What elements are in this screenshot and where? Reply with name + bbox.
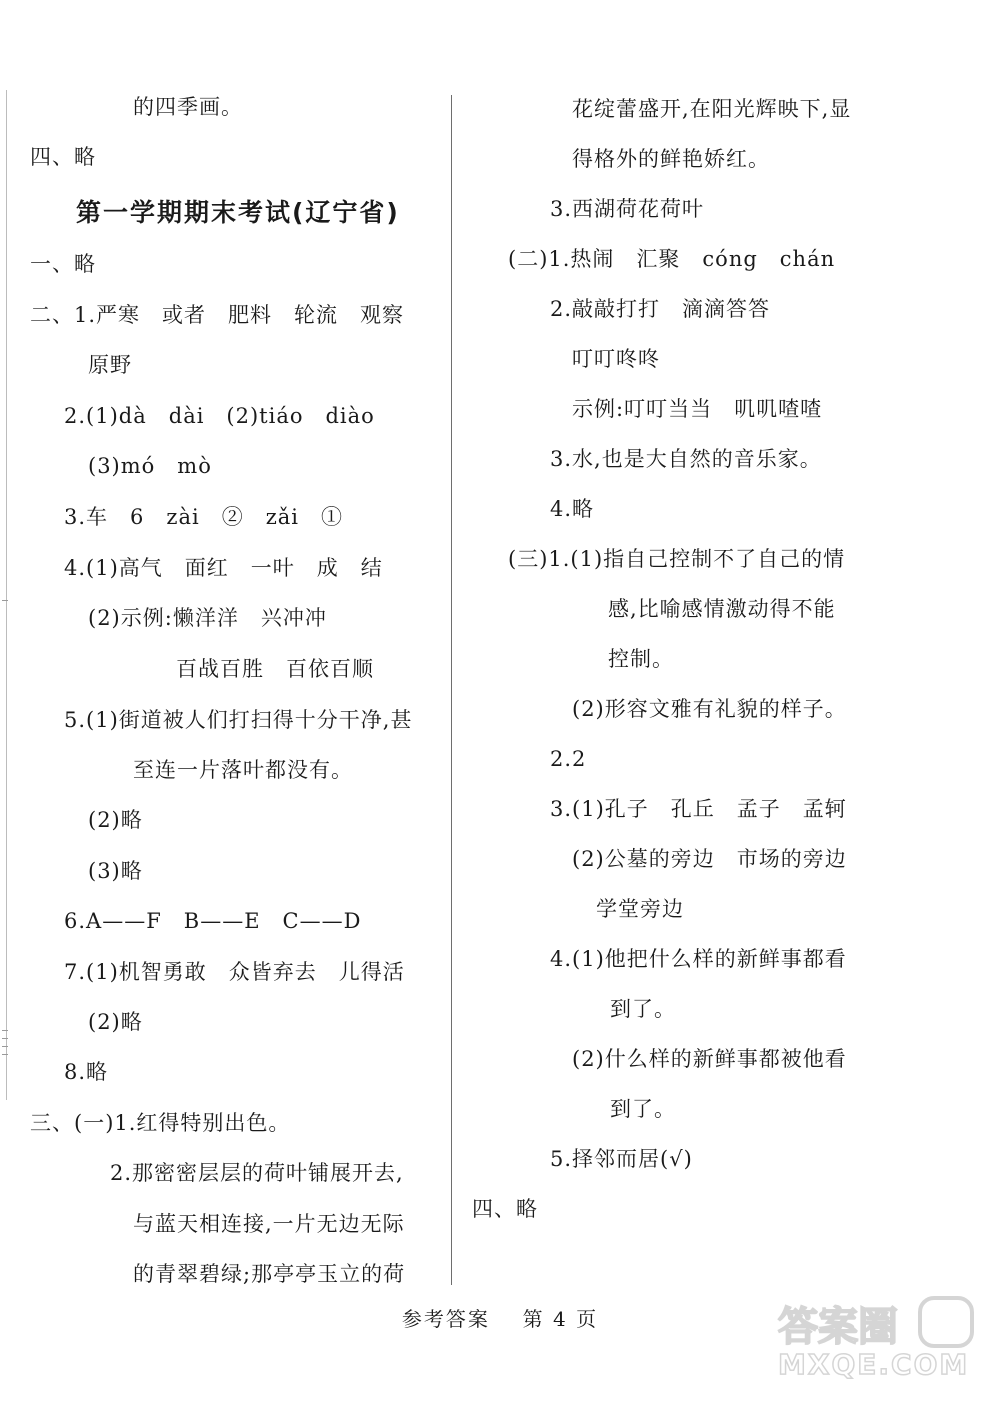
answer-line: (2)略 <box>88 1010 143 1034</box>
scan-edge-mark <box>2 1054 8 1055</box>
answer-line: 到了。 <box>610 997 676 1021</box>
answer-line: 示例:叮叮当当 叽叽喳喳 <box>572 397 823 421</box>
answer-line: 2.2 <box>550 747 587 771</box>
footer-page-number: 第 4 页 <box>522 1307 599 1331</box>
answer-line: 3.水,也是大自然的音乐家。 <box>550 447 822 471</box>
answer-line: 百战百胜 百依百顺 <box>176 657 374 681</box>
footer-label: 参考答案 <box>401 1307 490 1331</box>
answer-line: 5.择邻而居(√) <box>550 1147 693 1171</box>
answer-line: 学堂旁边 <box>596 897 684 921</box>
section-title: 第一学期期末考试(辽宁省) <box>76 198 400 227</box>
answer-line: 三、(一)1.红得特别出色。 <box>30 1111 291 1135</box>
answer-line: (二)1.热闹 汇聚 cóng chán <box>508 247 836 271</box>
answer-line: (3)mó mò <box>88 454 212 478</box>
scan-edge-mark <box>2 1046 8 1047</box>
answer-line: (3)略 <box>88 859 143 883</box>
answer-line: 4.(1)他把什么样的新鲜事都看 <box>550 947 847 971</box>
scan-edge-mark <box>2 1030 8 1031</box>
answer-line: 到了。 <box>610 1097 676 1121</box>
answer-line: (2)形容文雅有礼貌的样子。 <box>572 697 847 721</box>
answer-line: 4.(1)高气 面红 一叶 成 结 <box>64 556 383 580</box>
scan-edge <box>6 90 7 1100</box>
answer-line: (三)1.(1)指自己控制不了自己的情 <box>508 547 846 571</box>
watermark-logo-icon <box>770 1294 980 1382</box>
answer-line: 原野 <box>88 353 132 377</box>
answer-line: (2)示例:懒洋洋 兴冲冲 <box>88 606 327 630</box>
answer-line: 四、略 <box>472 1197 538 1221</box>
answer-line: (2)公墓的旁边 市场的旁边 <box>572 847 847 871</box>
scan-edge-mark <box>2 600 8 601</box>
answer-line: 四、略 <box>30 145 96 169</box>
answer-line: 2.那密密层层的荷叶铺展开去, <box>110 1161 404 1185</box>
answer-line: 叮叮咚咚 <box>572 347 660 371</box>
answer-line: 的青翠碧绿;那亭亭玉立的荷 <box>133 1262 406 1286</box>
answer-line: 花绽蕾盛开,在阳光辉映下,显 <box>572 97 852 121</box>
watermark-logo <box>770 1294 980 1382</box>
answer-line: 5.(1)街道被人们打扫得十分干净,甚 <box>64 708 413 732</box>
answer-line: 一、略 <box>30 252 96 276</box>
column-divider <box>451 95 452 1285</box>
answer-line: 控制。 <box>608 647 674 671</box>
answer-line: 的四季画。 <box>133 95 243 119</box>
answer-line: 3.西湖荷花荷叶 <box>550 197 705 221</box>
answer-line: 二、1.严寒 或者 肥料 轮流 观察 <box>30 303 405 327</box>
answer-line: 4.略 <box>550 497 595 521</box>
answer-line: 感,比喻感情激动得不能 <box>608 597 836 621</box>
watermark-logo-text: 答案圈 <box>778 1304 898 1350</box>
answer-line: 6.A——F B——E C——D <box>64 909 362 933</box>
answer-line: 7.(1)机智勇敢 众皆弃去 儿得活 <box>64 960 405 984</box>
scan-edge-mark <box>2 1038 8 1039</box>
answer-line: 3.车 6 zài ② zǎi ① <box>64 505 343 529</box>
answer-line: 至连一片落叶都没有。 <box>133 758 353 782</box>
answer-line: (2)略 <box>88 808 143 832</box>
answer-line: (2)什么样的新鲜事都被他看 <box>572 1047 847 1071</box>
answer-line: 与蓝天相连接,一片无边无际 <box>133 1212 405 1236</box>
answer-line: 3.(1)孔子 孔丘 孟子 孟轲 <box>550 797 847 821</box>
answer-line: 2.敲敲打打 滴滴答答 <box>550 297 771 321</box>
answer-line: 得格外的鲜艳娇红。 <box>572 147 770 171</box>
answer-line: 2.(1)dà dài (2)tiáo diào <box>64 404 375 428</box>
watermark-url-text: MXQE.COM <box>778 1348 970 1381</box>
answer-line: 8.略 <box>64 1060 109 1084</box>
